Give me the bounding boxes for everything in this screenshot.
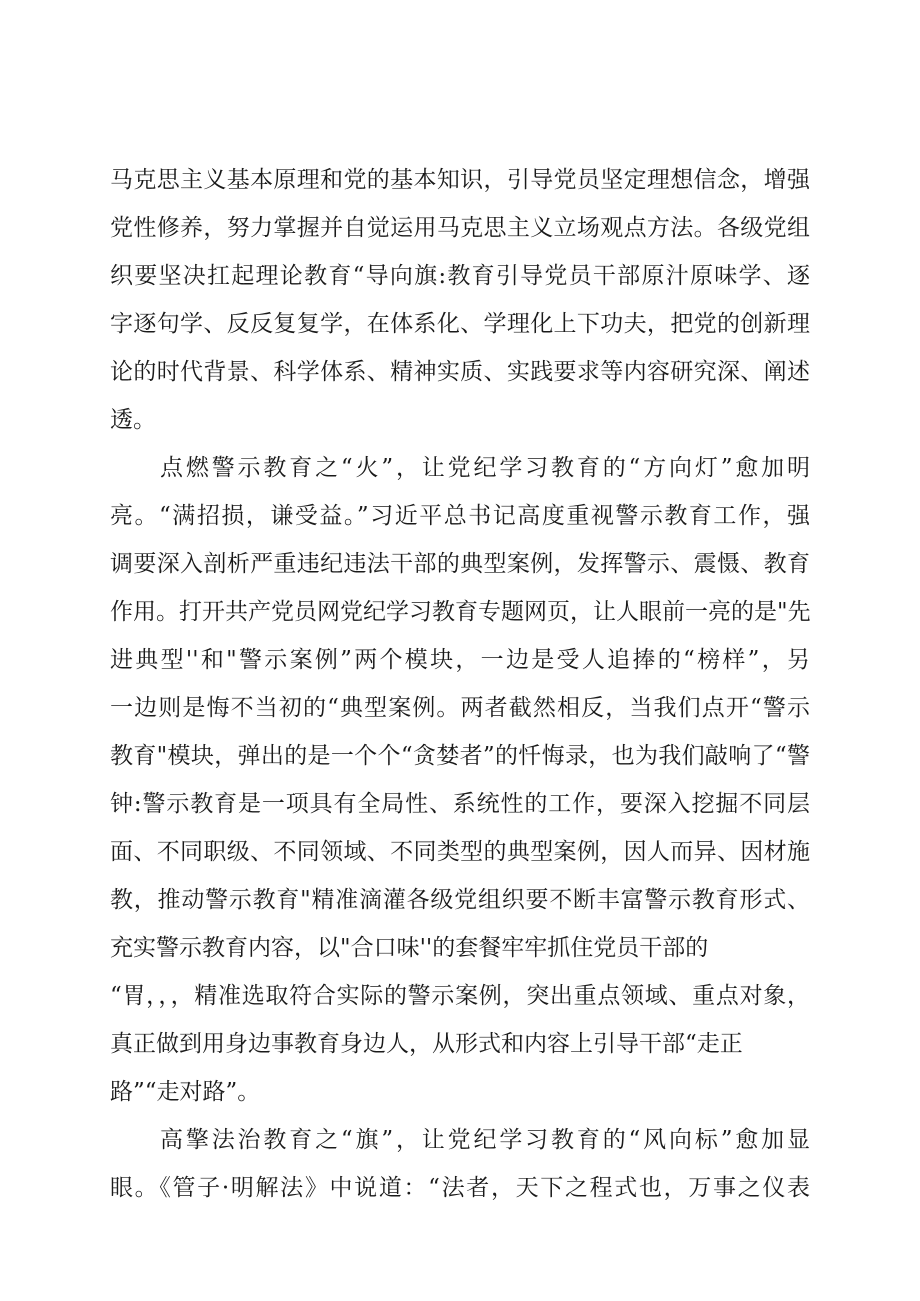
text-line-6: 透。 (110, 407, 156, 433)
text-line-3: 织要坚决扛起理论教育“导向旗:教育引导党员干部原汁原味学、逐 (110, 263, 810, 289)
text-line-5: 论的时代背景、科学体系、精神实质、实践要求等内容研究深、阐述 (110, 359, 810, 385)
text-line-18: “胃，，，精准选取符合实际的警示案例，突出重点领域、重点对象， (110, 983, 810, 1009)
text-line-1: 马克思主义基本原理和党的基本知识，引导党员坚定理想信念，增强 (110, 167, 810, 193)
text-line-4: 字逐句学、反反复复学，在体系化、学理化上下功夫，把党的创新理 (110, 311, 810, 337)
text-line-8: 亮。“满招损，谦受益。”习近平总书记高度重视警示教育工作，强 (110, 503, 810, 529)
text-line-21: 高擎法治教育之“旗”，让党纪学习教育的“风向标”愈加显 (160, 1127, 810, 1153)
text-line-17: 充实警示教育内容，以"合口味''的套餐牢牢抓住党员干部的 (110, 935, 709, 961)
text-line-19: 真正做到用身边事教育身边人，从形式和内容上引导干部“走正 (110, 1031, 743, 1057)
text-line-16: 教，推动警示教育"精准滴灌各级党组织要不断丰富警示教育形式、 (110, 887, 810, 913)
text-line-2: 党性修养，努力掌握并自觉运用马克思主义立场观点方法。各级党组 (110, 215, 810, 241)
text-line-14: 钟:警示教育是一项具有全局性、系统性的工作，要深入挖掘不同层 (110, 791, 810, 817)
text-line-11: 进典型''和"警示案例”两个模块，一边是受人追捧的“榜样”，另 (110, 647, 810, 673)
text-line-12: 一边则是悔不当初的“典型案例。两者截然相反，当我们点开“警示 (110, 695, 810, 721)
text-line-15: 面、不同职级、不同领域、不同类型的典型案例，因人而异、因材施 (110, 839, 810, 865)
text-line-10: 作用。打开共产党员网党纪学习教育专题网页，让人眼前一亮的是"先 (110, 599, 811, 625)
text-line-20: 路”“走对路”。 (110, 1079, 261, 1105)
text-line-13: 教育"模块，弹出的是一个个“贪婪者”的忏悔录，也为我们敲响了“警 (110, 743, 810, 769)
text-line-7: 点燃警示教育之“火”，让党纪学习教育的“方向灯”愈加明 (160, 455, 810, 481)
text-line-22: 眼。《管子·明解法》中说道：“法者，天下之程式也，万事之仪表 (110, 1175, 810, 1201)
text-line-9: 调要深入剖析严重违纪违法干部的典型案例，发挥警示、震慑、教育 (110, 551, 810, 577)
